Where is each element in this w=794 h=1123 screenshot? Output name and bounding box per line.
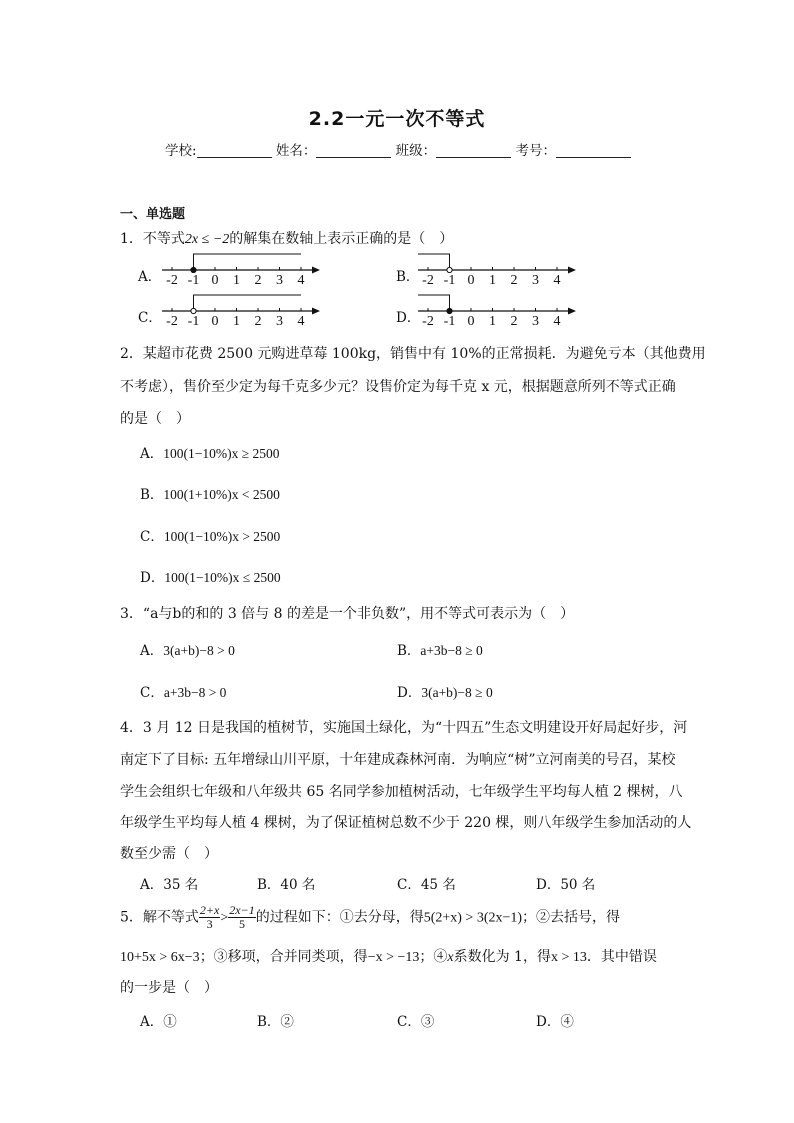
- q2-option-d[interactable]: D．100(1−10%)x ≤ 2500: [140, 570, 281, 586]
- q5-option-b[interactable]: B．②: [257, 1014, 294, 1030]
- solution-bracket: [194, 295, 302, 311]
- tick-label: 0: [211, 273, 219, 286]
- q2-stem-line3: 的是（ ）: [120, 411, 190, 427]
- tick-label: 2: [254, 273, 262, 286]
- solution-bracket: [194, 254, 302, 270]
- tick-label: 1: [233, 314, 240, 327]
- number-blank[interactable]: [556, 143, 631, 158]
- q2-option-a[interactable]: A．100(1−10%)x ≥ 2500: [140, 446, 280, 462]
- tick-label: 0: [467, 273, 475, 286]
- tick-label: -2: [166, 314, 178, 327]
- q5-option-d[interactable]: D．④: [536, 1014, 574, 1030]
- page-title: 2.2一元一次不等式: [308, 108, 486, 130]
- q4-stem-line5: 数至少需（ ）: [120, 846, 218, 862]
- q3-option-a[interactable]: A．3(a+b)−8 > 0: [140, 643, 235, 659]
- tick-label: 3: [276, 273, 283, 286]
- axis-arrow: [312, 308, 320, 315]
- q5-stem-line2: 10+5x > 6x−3；③移项，合并同类项，得−x > −13；④x系数化为 1，得x > 13．其中错误: [120, 949, 657, 965]
- endpoint-dot: [191, 267, 196, 272]
- tick-label: 3: [276, 314, 283, 327]
- q4-stem-line2: 南定下了目标: 五年增绿山川平原，十年建成森林河南．为响应“树”立河南美的号召，某校: [120, 752, 676, 768]
- tick-label: 4: [553, 273, 561, 286]
- name-blank[interactable]: [316, 143, 391, 158]
- q2-stem-line2: 不考虑），售价至少定为每千克多少元？设售价定为每千克 x 元，根据题意所列不等式正确: [120, 379, 676, 395]
- axis-arrow: [568, 267, 576, 274]
- tick-label: 2: [254, 314, 262, 327]
- q1-number-line-b: [416, 250, 581, 286]
- q4-option-c[interactable]: C．45 名: [397, 877, 456, 893]
- tick-label: 3: [532, 314, 539, 327]
- tick-label: 4: [297, 314, 305, 327]
- section-heading: 一、单选题: [120, 207, 186, 222]
- q1-number-line-c: [160, 291, 325, 327]
- tick-label: -1: [443, 314, 456, 327]
- class-blank[interactable]: [436, 143, 511, 158]
- axis-arrow: [312, 267, 320, 274]
- q5-stem-line1: 5．解不等式 $\frac{2+x}{3}$ > $\frac{2x-1}{5}$ 的过程如下：①去分母，得5(2+x) > 3(2x−1)；②去括号，得: [120, 903, 621, 931]
- tick-label: 1: [233, 273, 240, 286]
- tick-label: 2: [510, 314, 518, 327]
- tick-label: 2: [510, 273, 518, 286]
- tick-label: -1: [443, 273, 456, 286]
- q4-stem-line4: 年级学生平均每人植 4 棵树，为了保证植树总数不少于 220 棵，则八年级学生参加活动的人: [120, 815, 692, 831]
- q4-option-a[interactable]: A．35 名: [140, 877, 199, 893]
- tick-label: 1: [489, 273, 496, 286]
- q3-option-c[interactable]: C．a+3b−8 > 0: [140, 685, 227, 701]
- tick-label: 4: [553, 314, 561, 327]
- tick-label: -2: [422, 273, 434, 286]
- q1-option-b-label: B．: [396, 269, 420, 285]
- solution-bracket: [418, 254, 450, 270]
- tick-label: 0: [211, 314, 219, 327]
- student-info-line: [165, 139, 635, 159]
- q1-number-line-d: [416, 291, 581, 327]
- q2-stem-line1: 2．某超市花费 2500 元购进草莓 100kg，销售中有 10%的正常损耗．为避免亏本（其他费用: [120, 346, 706, 362]
- tick-label: 3: [532, 273, 539, 286]
- q2-option-c[interactable]: C．100(1−10%)x > 2500: [140, 529, 281, 545]
- q4-stem-line1: 4．3 月 12 日是我国的植树节，实施国土绿化，为“十四五”生态文明建设开好局起好步，河: [120, 720, 688, 736]
- q4-stem-line3: 学生会组织七年级和八年级共 65 名同学参加植树活动，七年级学生平均每人植 2 棵树，八: [120, 784, 683, 800]
- endpoint-dot: [447, 308, 452, 313]
- name-label: 姓名：: [275, 143, 317, 159]
- q1-option-a-label: A．: [138, 269, 162, 285]
- tick-label: 0: [467, 314, 475, 327]
- q3-option-b[interactable]: B．a+3b−8 ≥ 0: [397, 643, 483, 659]
- axis-arrow: [568, 308, 576, 315]
- school-blank[interactable]: [197, 143, 272, 158]
- number-label: 考号：: [515, 143, 556, 159]
- q4-option-b[interactable]: B．40 名: [257, 877, 316, 893]
- q3-option-d[interactable]: D．3(a+b)−8 ≥ 0: [397, 685, 493, 701]
- school-label: 学校:: [165, 143, 197, 159]
- q5-option-c[interactable]: C．③: [397, 1014, 435, 1030]
- q2-option-b[interactable]: B．100(1+10%)x < 2500: [140, 487, 280, 503]
- endpoint-dot: [447, 267, 452, 272]
- q5-stem-line3: 的一步是（ ）: [120, 980, 218, 996]
- q5-option-a[interactable]: A．①: [140, 1014, 177, 1030]
- q3-stem: 3．“a与b的和的 3 倍与 8 的差是一个非负数”，用不等式可表示为（ ）: [120, 606, 575, 622]
- tick-label: 4: [297, 273, 305, 286]
- q1-number-line-a: [160, 250, 325, 286]
- endpoint-dot: [191, 308, 196, 313]
- tick-label: -1: [187, 314, 200, 327]
- q1-option-d-label: D．: [396, 310, 421, 326]
- class-label: 班级：: [395, 143, 437, 159]
- tick-label: -1: [187, 273, 200, 286]
- q5-fraction-2: $\frac{2x-1}{5}$: [229, 903, 255, 931]
- solution-bracket: [418, 295, 450, 311]
- tick-label: -2: [166, 273, 178, 286]
- tick-label: -2: [422, 314, 434, 327]
- q4-option-d[interactable]: D．50 名: [536, 877, 596, 893]
- q1-stem: 1．不等式2x ≤ −2的解集在数轴上表示正确的是（ ）: [120, 231, 454, 247]
- q5-fraction-1: $\frac{2+x}{3}$: [199, 903, 220, 931]
- q1-option-c-label: C．: [138, 310, 162, 326]
- tick-label: 1: [489, 314, 496, 327]
